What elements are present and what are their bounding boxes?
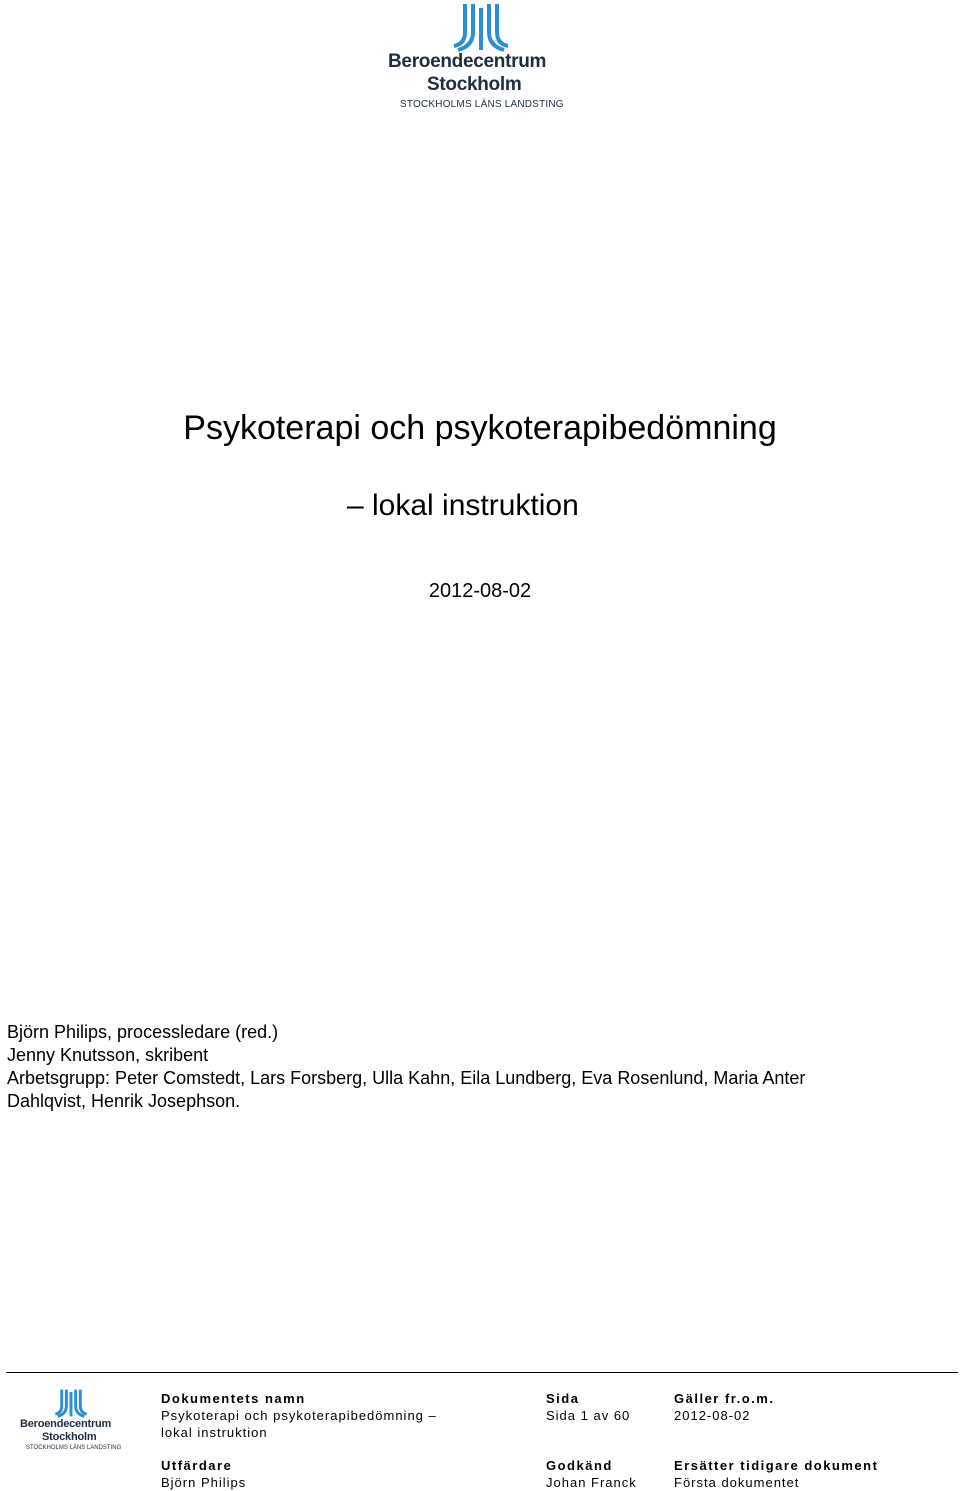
footer-page-value: Sida 1 av 60 xyxy=(546,1408,631,1423)
document-date: 2012-08-02 xyxy=(428,580,532,602)
footer-approved-value: Johan Franck xyxy=(546,1475,637,1490)
logo-footer-name-line2: Stockholm xyxy=(42,1431,97,1443)
document-subtitle: – lokal instruktion xyxy=(347,489,579,522)
credits-line: Dahlqvist, Henrik Josephson. xyxy=(7,1091,241,1111)
footer-replaces-value: Första dokumentet xyxy=(674,1475,800,1490)
footer-issuer-label: Utfärdare xyxy=(161,1458,233,1473)
footer-doc-name-label: Dokumentets namn xyxy=(161,1391,306,1406)
credits-line: Jenny Knutsson, skribent xyxy=(7,1045,209,1065)
logo-footer-tagline: STOCKHOLMS LÄNS LANDSTING xyxy=(26,1445,122,1451)
footer-approved-label: Godkänd xyxy=(546,1458,613,1473)
credits-line: Björn Philips, processledare (red.) xyxy=(7,1022,279,1042)
footer-replaces-label: Ersätter tidigare dokument xyxy=(674,1458,879,1473)
jll-logo-small-icon xyxy=(53,1388,89,1418)
logo-tagline: STOCKHOLMS LÄNS LANDSTING xyxy=(400,99,564,110)
credits-line: Arbetsgrupp: Peter Comstedt, Lars Forsberg, Ulla Kahn, Eila Lundberg, Eva Rosenlund, Maria Anter xyxy=(7,1068,806,1088)
footer-doc-name-line2: lokal instruktion xyxy=(161,1425,268,1440)
logo-top xyxy=(388,0,578,114)
logo-footer xyxy=(20,1388,126,1458)
footer-divider xyxy=(6,1372,958,1373)
footer-valid-value: 2012-08-02 xyxy=(674,1408,751,1423)
footer-page-label: Sida xyxy=(546,1391,580,1406)
credits xyxy=(7,1021,937,1113)
footer-doc-name-line1: Psykoterapi och psykoterapibedömning – xyxy=(161,1408,437,1423)
logo-name-line1: Beroendecentrum xyxy=(388,51,547,72)
logo-footer-name-line1: Beroendecentrum xyxy=(20,1418,112,1430)
document-title: Psykoterapi och psykoterapibedömning xyxy=(183,409,777,447)
footer-issuer-value: Björn Philips xyxy=(161,1475,247,1490)
jll-logo-icon xyxy=(450,2,512,52)
footer-valid-label: Gäller fr.o.m. xyxy=(674,1391,775,1406)
logo-name-line2: Stockholm xyxy=(427,74,522,95)
